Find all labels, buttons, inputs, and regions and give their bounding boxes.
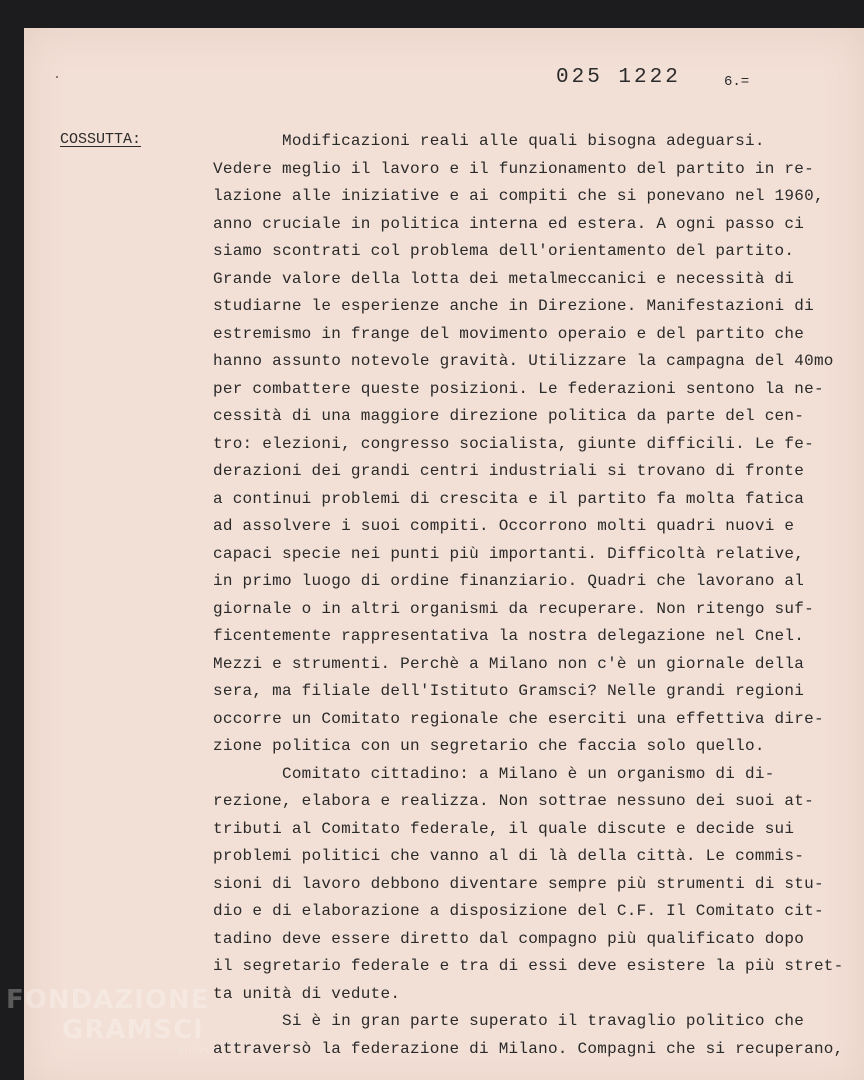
- text-line: cessità di una maggiore direzione politica da parte del cen-: [213, 407, 805, 425]
- text-line: studiarne le esperienze anche in Direzione. Manifestazioni di: [213, 297, 814, 315]
- text-line: siamo scontrati col problema dell'orientamento del partito.: [213, 242, 795, 260]
- text-line: attraversò la federazione di Milano. Compagni che si recuperano,: [213, 1039, 844, 1058]
- text-line: Comitato cittadino: a Milano è un organismo di di-: [213, 764, 775, 783]
- text-line: per combattere queste posizioni. Le federazioni sentono la ne-: [213, 379, 824, 398]
- text-line: occorre un Comitato regionale che eserciti una effettiva dire-: [213, 709, 824, 728]
- text-line: dio e di elaborazione a disposizione del C.F. Il Comitato cit-: [213, 902, 824, 920]
- document-number: 025 1222: [556, 66, 681, 89]
- text-line: estremismo in frange del movimento operaio e del partito che: [213, 324, 805, 343]
- speaker-name: COSSUTTA:: [60, 131, 142, 148]
- text-line: Si è in gran parte superato il travaglio politico che: [213, 1012, 805, 1030]
- text-line: Mezzi e strumenti. Perchè a Milano non c'è un giornale della: [213, 654, 805, 673]
- text-line: ad assolvere i suoi compiti. Occorrono molti quadri nuovi e: [213, 517, 795, 535]
- text-line: Grande valore della lotta dei metalmeccanici e necessità di: [213, 269, 795, 288]
- text-line: zione politica con un segretario che faccia solo quello.: [213, 737, 765, 755]
- text-line: anno cruciale in politica interna ed estera. A ogni passo ci: [213, 214, 805, 233]
- text-line: problemi politici che vanno al di là della città. Le commis-: [213, 847, 805, 865]
- page-number: 6.=: [724, 74, 750, 90]
- typewritten-text: [213, 128, 844, 1063]
- paper-speck: [56, 76, 58, 78]
- watermark-line-1: FONDAZIONE: [6, 985, 210, 1015]
- text-line: tributi al Comitato federale, il quale discute e decide sui: [213, 819, 795, 838]
- text-line: tro: elezioni, congresso socialista, giunte difficili. Le fe-: [213, 434, 814, 453]
- text-line: Modificazioni reali alle quali bisogna adeguarsi.: [213, 132, 765, 150]
- text-line: hanno assunto notevole gravità. Utilizzare la campagna del 40mo: [213, 352, 834, 370]
- text-line: sioni di lavoro debbono diventare sempre più strumenti di stu-: [213, 874, 824, 893]
- text-line: tadino deve essere diretto dal compagno più qualificato dopo: [213, 929, 805, 948]
- text-line: sera, ma filiale dell'Istituto Gramsci? Nelle grandi regioni: [213, 682, 805, 700]
- text-line: a continui problemi di crescita e il partito fa molta fatica: [213, 489, 805, 508]
- text-line: derazioni dei grandi centri industriali si trovano di fronte: [213, 462, 805, 480]
- text-line: rezione, elabora e realizza. Non sottrae nessuno dei suoi at-: [213, 792, 814, 810]
- text-line: ficentemente rappresentativa la nostra delegazione nel Cnel.: [213, 627, 805, 645]
- text-line: lazione alle iniziative e ai compiti che si ponevano nel 1960,: [213, 187, 824, 205]
- text-line: giornale o in altri organismi da recuperare. Non ritengo suf-: [213, 599, 814, 618]
- text-line: capaci specie nei punti più importanti. Difficoltà relative,: [213, 544, 805, 563]
- text-line: il segretario federale e tra di essi deve esistere la più stret-: [213, 957, 844, 975]
- text-line: in primo luogo di ordine finanziario. Quadri che lavorano al: [213, 572, 805, 590]
- watermark-line-2: GRAMSCI: [62, 1015, 204, 1045]
- watermark-line-3: onlus: [178, 1045, 210, 1056]
- fondazione-gramsci-watermark: [6, 985, 210, 1057]
- text-line: Vedere meglio il lavoro e il funzionamento del partito in re-: [213, 159, 814, 178]
- text-line: ta unità di vedute.: [213, 984, 401, 1003]
